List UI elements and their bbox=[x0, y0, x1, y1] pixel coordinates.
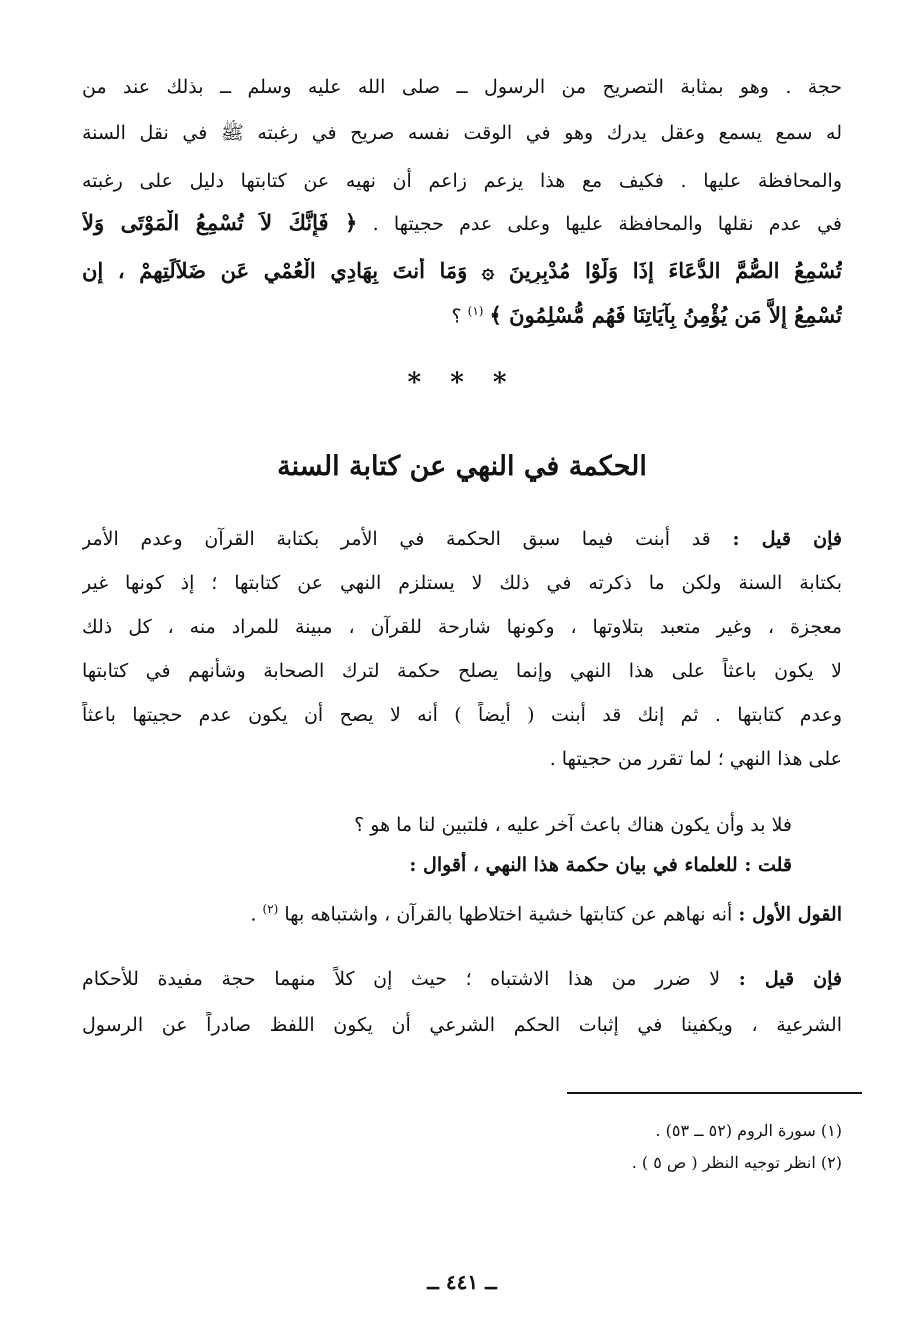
body-line: له سمع يسمع وعقل يدرك وهو في الوقت نفسه صريح في رغبته ﷺ في نقل السنة bbox=[82, 122, 842, 144]
body-line: فلا بد وأن يكون هناك باعث آخر عليه ، فلتبين لنا ما هو ؟ bbox=[354, 814, 792, 836]
answer-line: قلت : للعلماء في بيان حكمة هذا النهي ، أقوال : bbox=[409, 854, 792, 876]
body-line bbox=[82, 896, 842, 927]
body-line bbox=[82, 298, 842, 329]
body-text: قد أبنت فيما سبق الحكمة في الأمر بكتابة القرآن وعدم الأمر bbox=[82, 528, 711, 550]
page-number: ــ ٤٤١ ــ bbox=[427, 1270, 497, 1294]
body-line bbox=[82, 210, 842, 237]
lead-phrase: فإن قيل : bbox=[738, 968, 842, 990]
body-line: الشرعية ، ويكفينا في إثبات الحكم الشرعي أن يكون اللفظ صادراً عن الرسول bbox=[82, 1014, 842, 1036]
punctuation: . bbox=[250, 903, 257, 926]
body-line: معجزة ، وغير متعبد بتلاوتها ، وكونها شارحة للقرآن ، مبينة للمراد منه ، كل ذلك bbox=[82, 616, 842, 638]
body-line: والمحافظة عليها . فكيف مع هذا يزعم زاعم أن نهيه عن كتابتها دليل على رغبته bbox=[82, 170, 842, 192]
body-text: في عدم نقلها والمحافظة عليها وعلى عدم حجيتها . bbox=[372, 213, 842, 235]
lead-phrase: القول الأول : bbox=[738, 903, 842, 926]
body-line: وعدم كتابتها . ثم إنك قد أبنت ( أيضاً ) أنه لا يصح أن يكون عدم حجيتها باعثاً bbox=[82, 704, 842, 726]
body-line: لا يكون باعثاً على هذا النهي وإنما يصلح حكمة لترك الصحابة وشأنهم في كتابتها bbox=[82, 660, 842, 682]
quran-verse-text: ﴿ فَإِنَّكَ لاَ تُسْمِعُ الْمَوْتَى وَلاَ bbox=[82, 210, 358, 235]
footnote-ref: (١) bbox=[467, 304, 484, 318]
section-heading: الحكمة في النهي عن كتابة السنة bbox=[277, 451, 647, 482]
section-separator: * * * bbox=[407, 368, 517, 398]
footnote: (١) سورة الروم (٥٢ ــ ٥٣) . bbox=[655, 1121, 842, 1140]
footnote-ref: (٢) bbox=[262, 902, 279, 916]
punctuation: ؟ bbox=[451, 305, 462, 328]
footnote: (٢) انظر توجيه النظر ( ص ٥ ) . bbox=[631, 1153, 842, 1172]
body-line bbox=[82, 526, 842, 552]
body-text: لا ضرر من هذا الاشتباه ؛ حيث إن كلاً منهما حجة مفيدة للأحكام bbox=[82, 968, 721, 990]
footnote-divider bbox=[567, 1092, 862, 1094]
quran-verse-line: تُسْمِعُ الصُّمَّ الدُّعَاءَ إِذَا وَلَّوْا مُدْبِرِينَ ۞ وَمَا أَنتَ بِهَادِي الْعُمْيِ عَن ضَلاَلَتِهِمْ ، إِن bbox=[82, 258, 842, 283]
body-line bbox=[82, 966, 842, 992]
body-text: أنه نهاهم عن كتابتها خشية اختلاطها بالقرآن ، واشتباهه بها bbox=[284, 903, 733, 926]
body-line: بكتابة السنة ولكن ما ذكرته في ذلك لا يستلزم النهي عن كتابتها ؛ إذ كونها غير bbox=[82, 572, 842, 594]
body-line: حجة . وهو بمثابة التصريح من الرسول ــ صلى الله عليه وسلم ــ بذلك عند من bbox=[82, 76, 842, 98]
lead-phrase: فإن قيل : bbox=[732, 528, 842, 550]
quran-verse-text: تُسْمِعُ إِلاَّ مَن يُؤْمِنُ بِآيَاتِنَا فَهُم مُّسْلِمُونَ ﴾ bbox=[489, 302, 842, 328]
body-line: على هذا النهي ؛ لما تقرر من حجيتها . bbox=[549, 748, 842, 770]
